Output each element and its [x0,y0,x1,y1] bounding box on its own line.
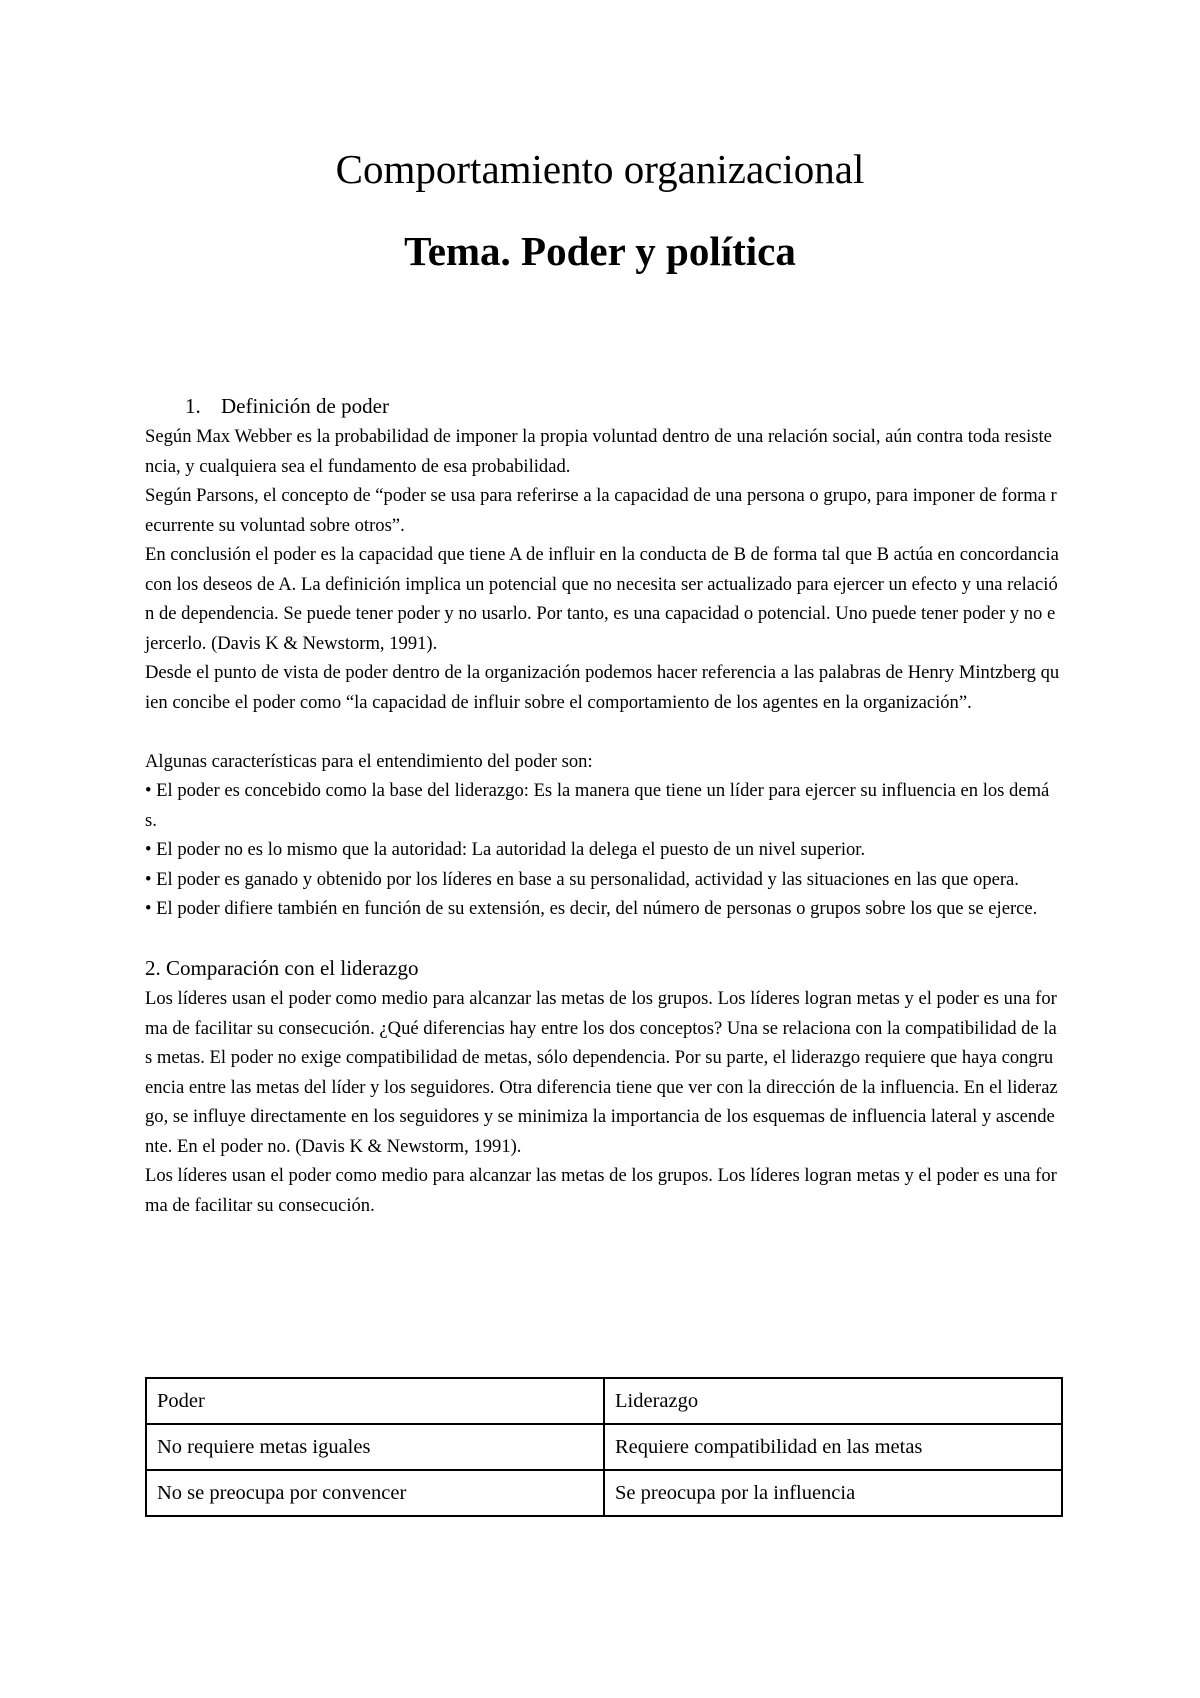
bullet-item: • El poder difiere también en función de su extensión, es decir, del número de personas o grupos sobre los que se ejerce. [145,898,1038,919]
bullet-item: • El poder es ganado y obtenido por los líderes en base a su personalidad, actividad y las situaciones en las que opera. [145,868,1019,890]
section-1-heading-text: Definición de poder [221,394,389,418]
table-cell: No requiere metas iguales [146,1424,604,1470]
section-2-heading: 2. Comparación con el liderazgo [145,956,419,980]
table-cell: No se preocupa por convencer [146,1470,604,1516]
bullet-item: • El poder no es lo mismo que la autoridad: La autoridad la delega el puesto de un nivel superior. [145,839,866,860]
table-row [146,1424,1062,1470]
comparison-table [145,1377,1063,1517]
document-subtitle: Tema. Poder y política [404,228,796,274]
table-row [146,1470,1062,1516]
blank-line [145,717,1060,747]
paragraph-weber-definition: Según Max Webber es la probabilidad de imponer la propia voluntad dentro de una relación social, aún contra toda resistencia, y cualquiera sea el fundamento de esa probabilidad. [145,426,1052,477]
section-1-number: 1. [185,394,201,418]
bullet-item: • El poder es concebido como la base del liderazgo: Es la manera que tiene un líder para ejercer su influencia en los demás. [145,780,1050,831]
paragraph-conclusion: En conclusión el poder es la capacidad que tiene A de influir en la conducta de B de forma tal que B actúa en concordancia con los deseos de A. La definición implica un potencial que no necesita ser actualizado para ejercer un efecto y una relación de dependencia. Se puede tener poder y no usarlo. Por tanto, es una capacidad o potencial. Uno puede tener poder y no ejercerlo. (Davis K & Newstorm, 1991). [145,544,1059,654]
blank-line [145,924,1060,954]
paragraph-parsons-definition: Según Parsons, el concepto de “poder se usa para referirse a la capacidad de una persona o grupo, para imponer de forma recurrente su voluntad sobre otros”. [145,485,1057,536]
paragraph-comparison: Los líderes usan el poder como medio para alcanzar las metas de los grupos. Los líderes logran metas y el poder es una forma de facilitar su consecución. ¿Qué diferencias hay entre los dos conceptos? Una se relaciona con la compatibilidad de las metas. El poder no exige compatibilidad de metas, sólo dependencia. Por su parte, el liderazgo requiere que haya congruencia entre las metas del líder y los seguidores. Otra diferencia tiene que ver con la dirección de la influencia. En el liderazgo, se influye directamente en los seguidores y se minimiza la importancia de los esquemas de influencia lateral y ascendente. En el poder no. (Davis K & Newstorm, 1991). [145,988,1058,1157]
table-cell: Requiere compatibilidad en las metas [604,1424,1062,1470]
table-row [146,1378,1062,1424]
section-1-heading [145,391,1060,422]
paragraph-comparison-repeat: Los líderes usan el poder como medio para alcanzar las metas de los grupos. Los líderes logran metas y el poder es una forma de facilitar su consecución. [145,1165,1057,1216]
characteristics-intro: Algunas características para el entendimiento del poder son: [145,750,593,772]
table-header-cell-poder: Poder [146,1378,604,1424]
table-header-cell-liderazgo: Liderazgo [604,1378,1062,1424]
table-cell: Se preocupa por la influencia [604,1470,1062,1516]
document-title: Comportamiento organizacional [335,146,865,192]
paragraph-mintzberg: Desde el punto de vista de poder dentro de la organización podemos hacer referencia a las palabras de Henry Mintzberg quien concibe el poder como “la capacidad de influir sobre el comportamiento de los agentes en la organización”. [145,662,1060,713]
document-body [145,391,1060,1220]
